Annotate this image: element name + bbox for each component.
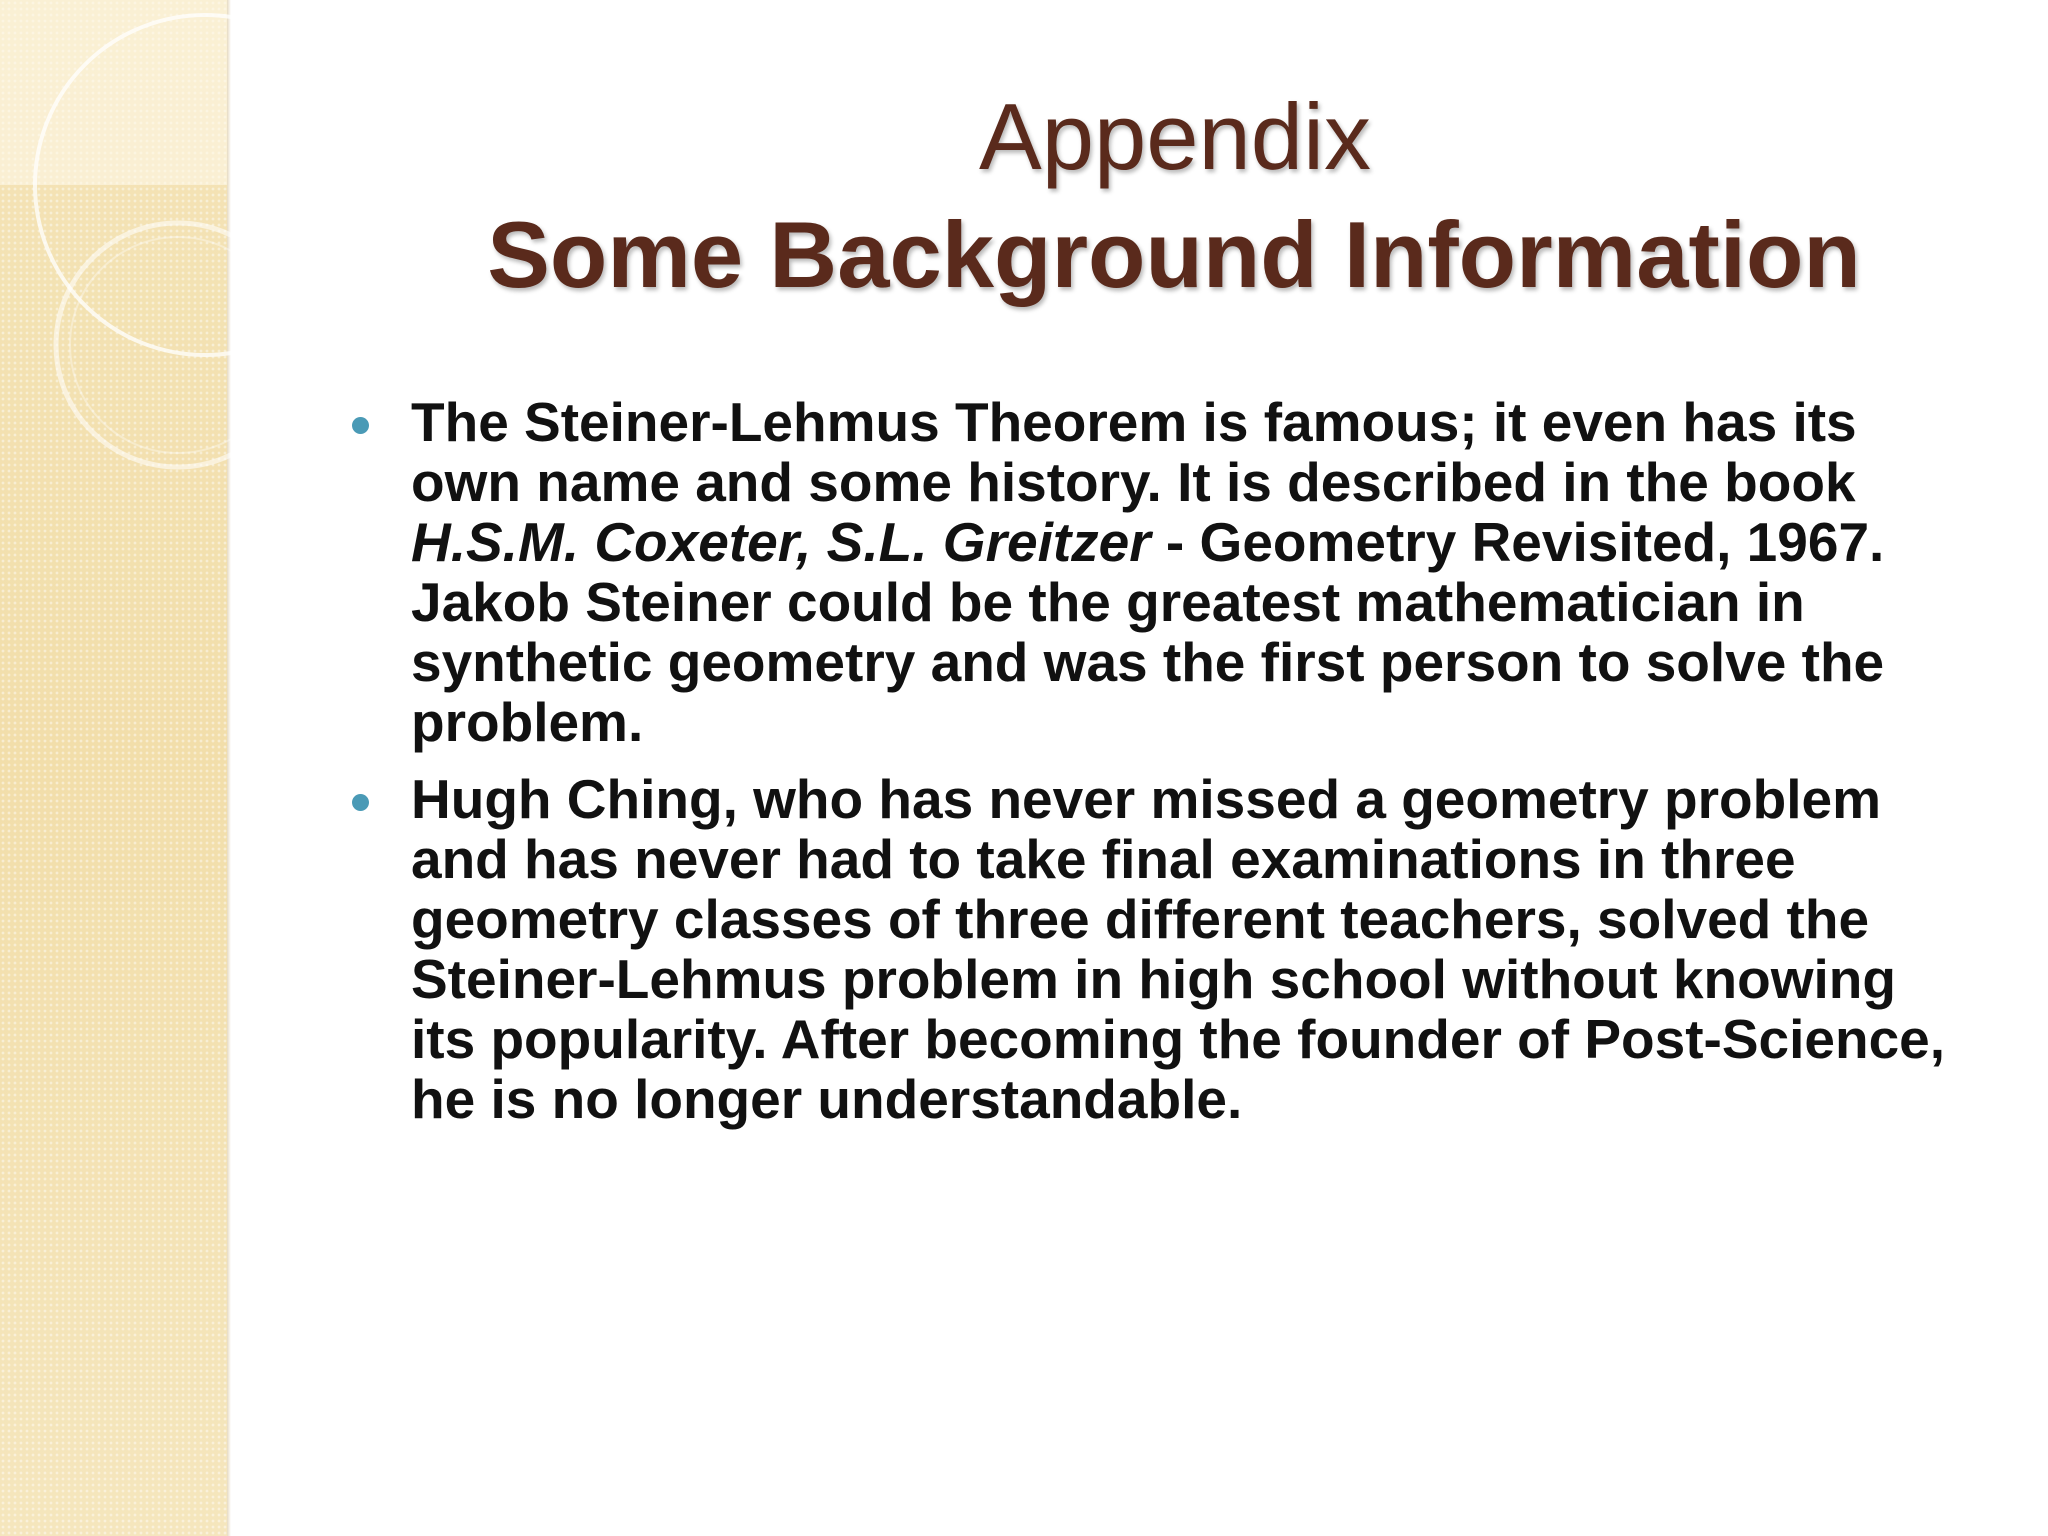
bullet-text-run: Hugh Ching, who has never missed a geometry problem and has never had to take final examinations in three geometry classes of three different teachers, solved the Steiner-Lehmus problem in high school without knowing its popularity. After becoming the founder of Post-Science, he is no longer understandable.: [411, 768, 1946, 1130]
bullet-text: [411, 769, 1966, 1129]
title-line-appendix: Appendix: [979, 84, 1371, 189]
bullet-item: [346, 769, 1966, 1129]
bullet-list: [346, 392, 1966, 1146]
decorative-rings-graphic: [0, 0, 300, 520]
bullet-text-run: The Steiner-Lehmus Theorem is famous; it even has its own name and some history. It is described in the book: [411, 391, 1857, 513]
bullet-icon: [352, 794, 369, 811]
bullet-icon: [352, 417, 369, 434]
bullet-text-run: - Geometry Revisited, 1967. Jakob Steiner could be the greatest mathematician in synthetic geometry and was the first person to solve the problem.: [411, 511, 1885, 753]
bullet-item: [346, 392, 1966, 752]
book-authors: H.S.M. Coxeter, S.L. Greitzer: [411, 511, 1151, 573]
bullet-text: [411, 392, 1966, 752]
slide-title: [300, 78, 2048, 314]
title-line-background: Some Background Information: [487, 202, 1861, 307]
